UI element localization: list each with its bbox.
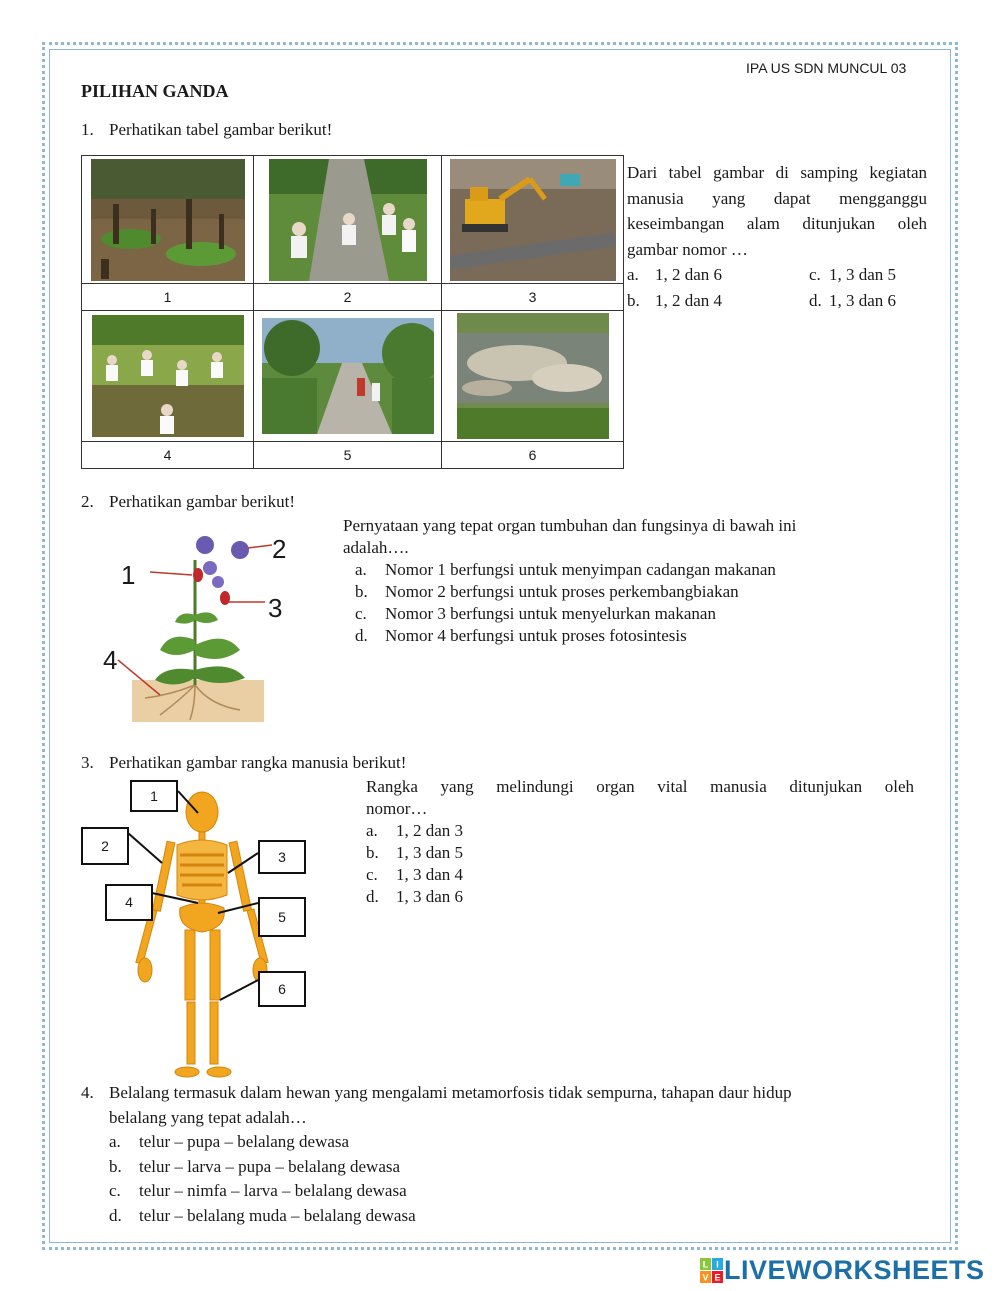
q2-options [343, 559, 903, 647]
option-letter: d. [355, 626, 368, 645]
option-text: 1, 3 dan 5 [829, 265, 897, 284]
q4-number: 4. [81, 1083, 94, 1102]
q2-option-c[interactable] [355, 603, 903, 625]
option-letter: b. [109, 1156, 122, 1176]
photo-cell-4 [82, 311, 254, 442]
caption-2: 2 [254, 284, 442, 311]
liveworksheets-logo[interactable] [700, 1255, 985, 1286]
q3-option-a[interactable] [366, 820, 914, 842]
photo-cell-2 [254, 156, 442, 284]
q1-stem [627, 160, 927, 313]
q3-option-d[interactable] [366, 886, 914, 908]
option-letter: b. [366, 843, 379, 862]
option-letter: c. [355, 604, 367, 623]
option-text: telur – nimfa – larva – belalang dewasa [139, 1181, 407, 1200]
option-text: Nomor 3 berfungsi untuk menyelurkan makanan [385, 604, 716, 623]
logo-letter: E [714, 1272, 721, 1282]
plant-label-4: 4 [103, 645, 118, 675]
q1-stem-line: keseimbangan alam ditunjukan oleh [627, 214, 927, 233]
option-text: 1, 3 dan 6 [396, 887, 464, 906]
q4-stem-text: Belalang termasuk dalam hewan yang mengalami metamorfosis tidak sempurna, tahapan daur hidup [109, 1083, 792, 1102]
q3-stem-line: Rangka yang melindungi organ vital manusia ditunjukan oleh [366, 777, 914, 796]
skeleton-label-5: 5 [258, 897, 306, 937]
q3-prompt-text: Perhatikan gambar rangka manusia berikut! [109, 753, 407, 772]
excavation-photo [450, 159, 616, 281]
option-text: Nomor 4 berfungsi untuk proses fotosintesis [385, 626, 687, 645]
option-letter: d. [109, 1205, 122, 1225]
q1-photo-table [81, 155, 624, 469]
skeleton-label-3: 3 [258, 840, 306, 874]
caption-6: 6 [442, 442, 624, 469]
plant-label-3: 3 [268, 593, 283, 623]
q1-number: 1. [81, 120, 94, 139]
q4-option-b[interactable] [109, 1155, 931, 1180]
q4-options [81, 1130, 931, 1228]
option-text: 1, 3 dan 4 [396, 865, 464, 884]
tree-planting-photo [269, 159, 427, 281]
q2-option-d[interactable] [355, 625, 903, 647]
section-title: PILIHAN GANDA [81, 81, 229, 101]
option-text: Nomor 2 berfungsi untuk proses perkembangbiakan [385, 582, 739, 601]
option-letter: b. [355, 582, 368, 601]
plant-label-2: 2 [272, 534, 287, 564]
q4-block [81, 1081, 931, 1228]
header-tag: IPA US SDN MUNCUL 03 [746, 60, 907, 76]
photo-cell-1 [82, 156, 254, 284]
q4-stem-line [81, 1081, 931, 1106]
q3-stem [366, 776, 914, 908]
q2-prompt [81, 491, 295, 513]
q2-prompt-text: Perhatikan gambar berikut! [109, 492, 295, 511]
q1-options-row-2 [627, 288, 927, 314]
option-text: telur – larva – pupa – belalang dewasa [139, 1156, 401, 1176]
q2-option-b[interactable] [355, 581, 903, 603]
logo-letter: V [702, 1272, 709, 1282]
option-letter: c. [109, 1181, 121, 1200]
q4-option-c[interactable] [109, 1179, 931, 1204]
q1-stem-line: gambar nomor … [627, 239, 748, 259]
q4-option-a[interactable] [109, 1130, 931, 1155]
q3-stem-line: nomor… [366, 799, 428, 818]
caption-5: 5 [254, 442, 442, 469]
q4-stem-line: belalang yang tepat adalah… [109, 1107, 307, 1127]
option-text: 1, 2 dan 3 [396, 821, 464, 840]
q1-option-a[interactable] [627, 262, 809, 288]
logo-letter: L [702, 1259, 709, 1269]
q3-option-c[interactable] [366, 864, 914, 886]
q3-number: 3. [81, 753, 94, 772]
q2-stem [343, 515, 903, 647]
option-letter: a. [109, 1132, 121, 1151]
q1-prompt-text: Perhatikan tabel gambar berikut! [109, 120, 333, 139]
liveworksheets-brand-text: LIVEWORKSHEETS [724, 1255, 985, 1285]
liveworksheets-logo-icon [700, 1258, 724, 1284]
logo-letter: I [716, 1259, 719, 1269]
rice-field-planting-photo [92, 315, 244, 437]
q1-stem-line: Dari tabel gambar di samping kegiatan [627, 163, 927, 182]
option-letter: a. [366, 821, 378, 840]
option-text: 1, 2 dan 4 [655, 290, 723, 310]
q2-number: 2. [81, 492, 94, 511]
caption-3: 3 [442, 284, 624, 311]
skeleton-label-2: 2 [81, 827, 129, 865]
option-letter: a. [355, 560, 367, 579]
road-cleaning-photo [262, 318, 434, 434]
q3-option-b[interactable] [366, 842, 914, 864]
deforestation-photo [91, 159, 245, 281]
option-text: telur – pupa – belalang dewasa [139, 1132, 350, 1151]
caption-1: 1 [82, 284, 254, 311]
photo-cell-3 [442, 156, 624, 284]
caption-4: 4 [82, 442, 254, 469]
option-letter: d. [366, 887, 379, 906]
q3-prompt [81, 752, 406, 774]
q2-stem-line: adalah…. [343, 538, 409, 557]
q1-stem-line: manusia yang dapat mengganggu [627, 188, 927, 208]
polluted-river-photo [457, 313, 609, 439]
skeleton-label-4: 4 [105, 884, 153, 921]
option-letter: c. [366, 865, 378, 884]
photo-cell-6 [442, 311, 624, 442]
option-text: Nomor 1 berfungsi untuk menyimpan cadangan makanan [385, 560, 776, 579]
q1-options-row-1 [627, 262, 927, 288]
skeleton-label-1: 1 [130, 780, 178, 812]
option-letter: a. [627, 265, 639, 284]
q1-prompt [81, 119, 332, 141]
option-letter: d. [809, 290, 822, 310]
option-text: 1, 2 dan 6 [655, 265, 723, 284]
q2-option-a[interactable] [355, 559, 903, 581]
option-text: 1, 3 dan 5 [396, 843, 464, 862]
option-letter: b. [627, 290, 640, 310]
q1-option-d[interactable] [809, 288, 896, 314]
q1-option-c[interactable] [809, 262, 896, 288]
photo-cell-5 [254, 311, 442, 442]
plant-label-1: 1 [121, 560, 136, 590]
option-text: 1, 3 dan 6 [829, 290, 897, 310]
skeleton-label-6: 6 [258, 971, 306, 1007]
option-text: telur – belalang muda – belalang dewasa [139, 1205, 416, 1225]
q2-stem-line: Pernyataan yang tepat organ tumbuhan dan fungsinya di bawah ini [343, 516, 797, 535]
option-letter: c. [809, 265, 821, 284]
q1-option-b[interactable] [627, 288, 809, 314]
q4-option-d[interactable] [109, 1204, 931, 1229]
